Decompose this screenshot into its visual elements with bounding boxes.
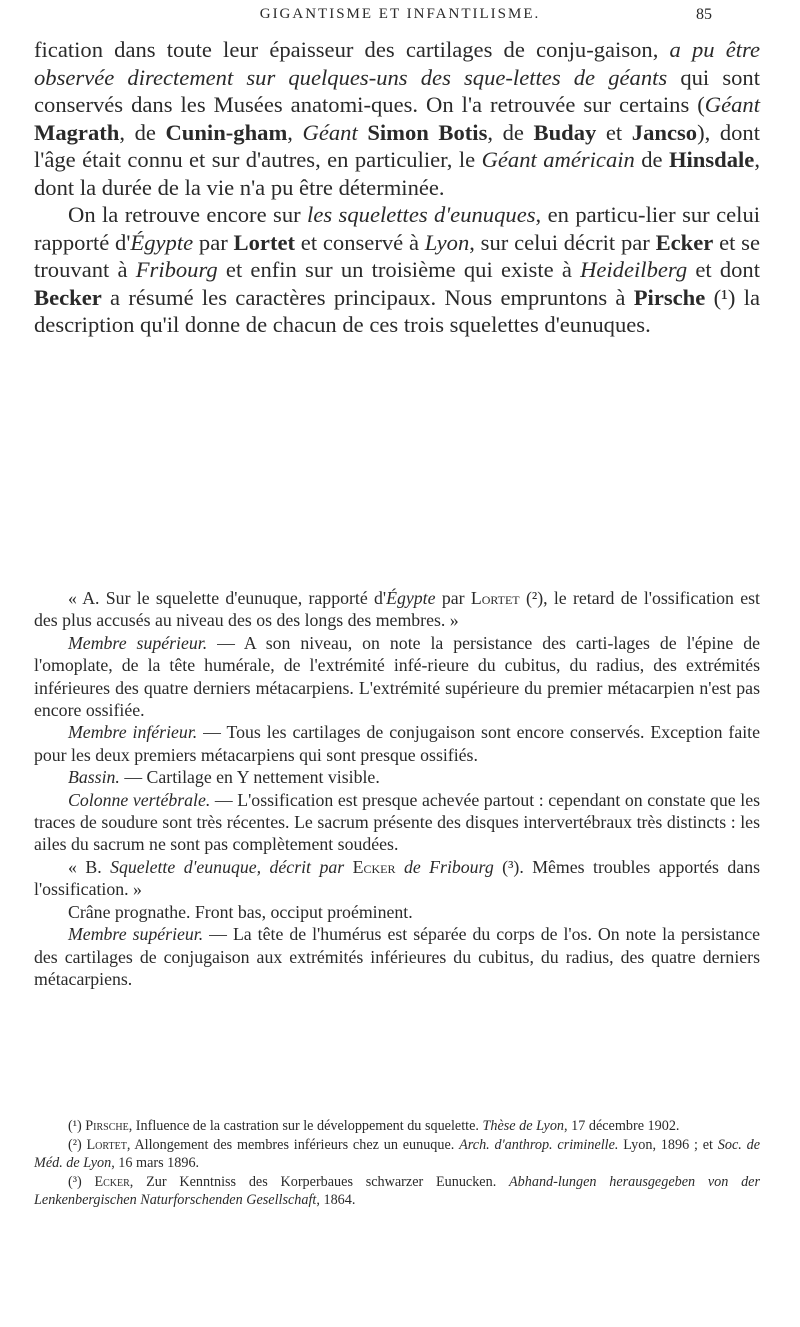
- text-run: — Tous les cartilages de conjugaison sont encore conservés. Exception faite pour les deux premiers métacarpiens qui sont presque ossifiés.: [34, 722, 761, 765]
- text-run: — L'ossification est presque achevée partout : cependant on constate que les traces de soudure sont très récentes. Le sacrum présente des disques intervertébraux très distincts : les ailes du sacrum ne sont pas complètement soudées.: [34, 789, 761, 855]
- italic-run: Géant américain: [481, 147, 635, 172]
- italic-run: Lyon: [424, 229, 470, 255]
- quote-lower-limb-a: [34, 721, 760, 766]
- bold-name: Lortet: [233, 229, 296, 255]
- text-run: « B.: [68, 856, 111, 877]
- text-run: , dont la durée de la vie n'a pu être déterminée.: [34, 147, 760, 200]
- italic-run: Heideilberg: [580, 257, 688, 282]
- italic-run: Soc. de Méd. de Lyon: [34, 1136, 760, 1172]
- author-name: Lortet: [86, 1136, 127, 1153]
- bold-name: Simon Botis: [367, 119, 488, 145]
- bold-name: Becker: [34, 284, 102, 310]
- footnote-marker: (²): [68, 1136, 87, 1153]
- footnote-marker: (¹): [68, 1118, 86, 1134]
- text-run: [395, 857, 403, 877]
- bold-name: Jancso: [631, 119, 698, 145]
- page-header: [0, 6, 800, 30]
- italic-run: a pu être observée directement sur quelques-uns des sque-lettes de géants: [34, 37, 760, 90]
- section-label: Membre supérieur.: [68, 924, 204, 945]
- text-run: — Cartilage en Y nettement visible.: [119, 767, 380, 788]
- text-run: par: [193, 229, 234, 255]
- text-run: , sur celui décrit par: [469, 229, 656, 255]
- text-run: et conservé à: [295, 229, 425, 255]
- italic-run: Égypte: [130, 229, 194, 255]
- text-run: « A. Sur le squelette d'eunuque, rapporté d': [68, 588, 387, 608]
- section-label: Colonne vertébrale.: [68, 789, 211, 810]
- footnote-3: [34, 1173, 760, 1210]
- text-run: [344, 857, 352, 877]
- quoted-description: [34, 587, 760, 990]
- quote-spine-a: [34, 789, 760, 856]
- bold-name: Cunin-gham: [165, 119, 288, 145]
- text-run: et dont: [687, 257, 760, 282]
- footnote-1: [34, 1117, 760, 1136]
- footnote-marker: (³): [68, 1173, 95, 1190]
- text-run: (¹) la description qu'il donne de chacun de ces trois squelettes d'eunuques.: [34, 284, 760, 337]
- section-label: Bassin.: [68, 767, 120, 788]
- text-run: ,: [287, 119, 303, 145]
- italic-run: Thèse de Lyon: [482, 1118, 565, 1134]
- quote-paragraph-a: [34, 587, 760, 632]
- footnote-2: [34, 1136, 760, 1173]
- section-label: Membre inférieur.: [68, 722, 198, 743]
- text-run: par: [435, 588, 471, 608]
- text-run: Lyon, 1896 ; et: [618, 1136, 718, 1153]
- text-run: (²), le retard de l'ossification est des plus accusés au niveau des os des longs des membres. »: [34, 588, 760, 631]
- text-run: On la retrouve encore sur: [68, 202, 308, 227]
- footnotes: [34, 1117, 760, 1210]
- text-run: (³). Mêmes troubles apportés dans l'ossification. »: [34, 856, 761, 900]
- bold-name: Hinsdale: [668, 147, 755, 172]
- text-run: , Allongement des membres inférieurs chez un eunuque.: [126, 1136, 460, 1153]
- running-title: GIGANTISME ET INFANTILISME.: [259, 6, 541, 22]
- text-run: , 16 mars 1896.: [111, 1155, 200, 1172]
- paragraph-giants: [34, 36, 760, 201]
- quote-skull-b: [34, 901, 760, 923]
- text-run: — A son niveau, on note la persistance des carti-lages de l'épine de l'omoplate, de la tête humérale, de l'extrémité infé-rieure du cubitus, du radius, des extrémités inférieures des quatre derniers métacarpiens. L'extrémité supérieure du premier métacarpien n'est pas encore ossifiée.: [34, 632, 761, 721]
- bold-name: Magrath: [34, 119, 120, 145]
- italic-run: Fribourg: [135, 257, 218, 282]
- text-run: qui sont conservés dans les Musées anatomi-ques. On l'a retrouvée sur certains (: [34, 64, 760, 117]
- author-name: Ecker: [94, 1173, 130, 1190]
- text-run: et se trouvant à: [34, 229, 760, 282]
- quote-upper-limb-a: [34, 632, 760, 722]
- text-run: ), dont l'âge était connu et sur d'autres, en particulier, le: [34, 119, 760, 172]
- text-run: — La tête de l'humérus est séparée du corps de l'os. On note la persistance des cartilages de conjugaison aux extrémités inférieures du cubitus, du radius, des quatre derniers métacarpiens.: [34, 924, 760, 989]
- italic-run: les squelettes d'eunuques: [307, 202, 536, 227]
- quote-upper-limb-b: [34, 923, 760, 990]
- italic-run: Égypte: [386, 588, 436, 608]
- quote-paragraph-b: [34, 856, 760, 901]
- bold-name: Ecker: [655, 229, 714, 255]
- main-text: [34, 36, 760, 339]
- paragraph-eunuchs: [34, 201, 760, 339]
- italic-run: Squelette d'eunuque, décrit par: [110, 856, 345, 877]
- author-name: Ecker: [352, 856, 396, 877]
- italic-run: Géant: [302, 119, 358, 145]
- page-number: 85: [696, 6, 712, 23]
- text-run: de: [634, 147, 669, 172]
- text-run: , de: [119, 119, 166, 145]
- text-run: fication dans toute leur épaisseur des cartilages de conju-gaison,: [34, 37, 670, 62]
- text-run: et: [596, 119, 632, 145]
- text-run: , 17 décembre 1902.: [564, 1118, 680, 1134]
- text-run: , en particu-lier sur celui rapporté d': [34, 202, 761, 255]
- author-name: Lortet: [470, 588, 520, 608]
- text-run: , 1864.: [316, 1192, 356, 1209]
- text-run: , Zur Kenntniss des Korperbaues schwarzer Eunucken.: [129, 1173, 509, 1190]
- italic-run: de Fribourg: [403, 856, 494, 877]
- italic-run: Géant: [704, 92, 760, 117]
- italic-run: Arch. d'anthrop. criminelle.: [459, 1136, 619, 1153]
- text-run: et enfin sur un troisième qui existe à: [217, 257, 581, 282]
- text-run: , Influence de la castration sur le développement du squelette.: [128, 1118, 483, 1134]
- quote-pelvis-a: [34, 766, 760, 788]
- text-run: a résumé les caractères principaux. Nous empruntons à: [101, 284, 634, 310]
- bold-name: Buday: [533, 119, 597, 145]
- author-name: Pirsche: [85, 1118, 129, 1134]
- text-run: Crâne prognathe. Front bas, occiput proéminent.: [68, 901, 413, 922]
- section-label: Membre supérieur.: [68, 632, 208, 653]
- text-run: [358, 120, 368, 145]
- bold-name: Pirsche: [633, 284, 706, 310]
- italic-run: Abhand-lungen herausgegeben von der Lenkenbergischen Naturforschenden Gesellschaft: [34, 1173, 761, 1209]
- text-run: , de: [487, 119, 534, 145]
